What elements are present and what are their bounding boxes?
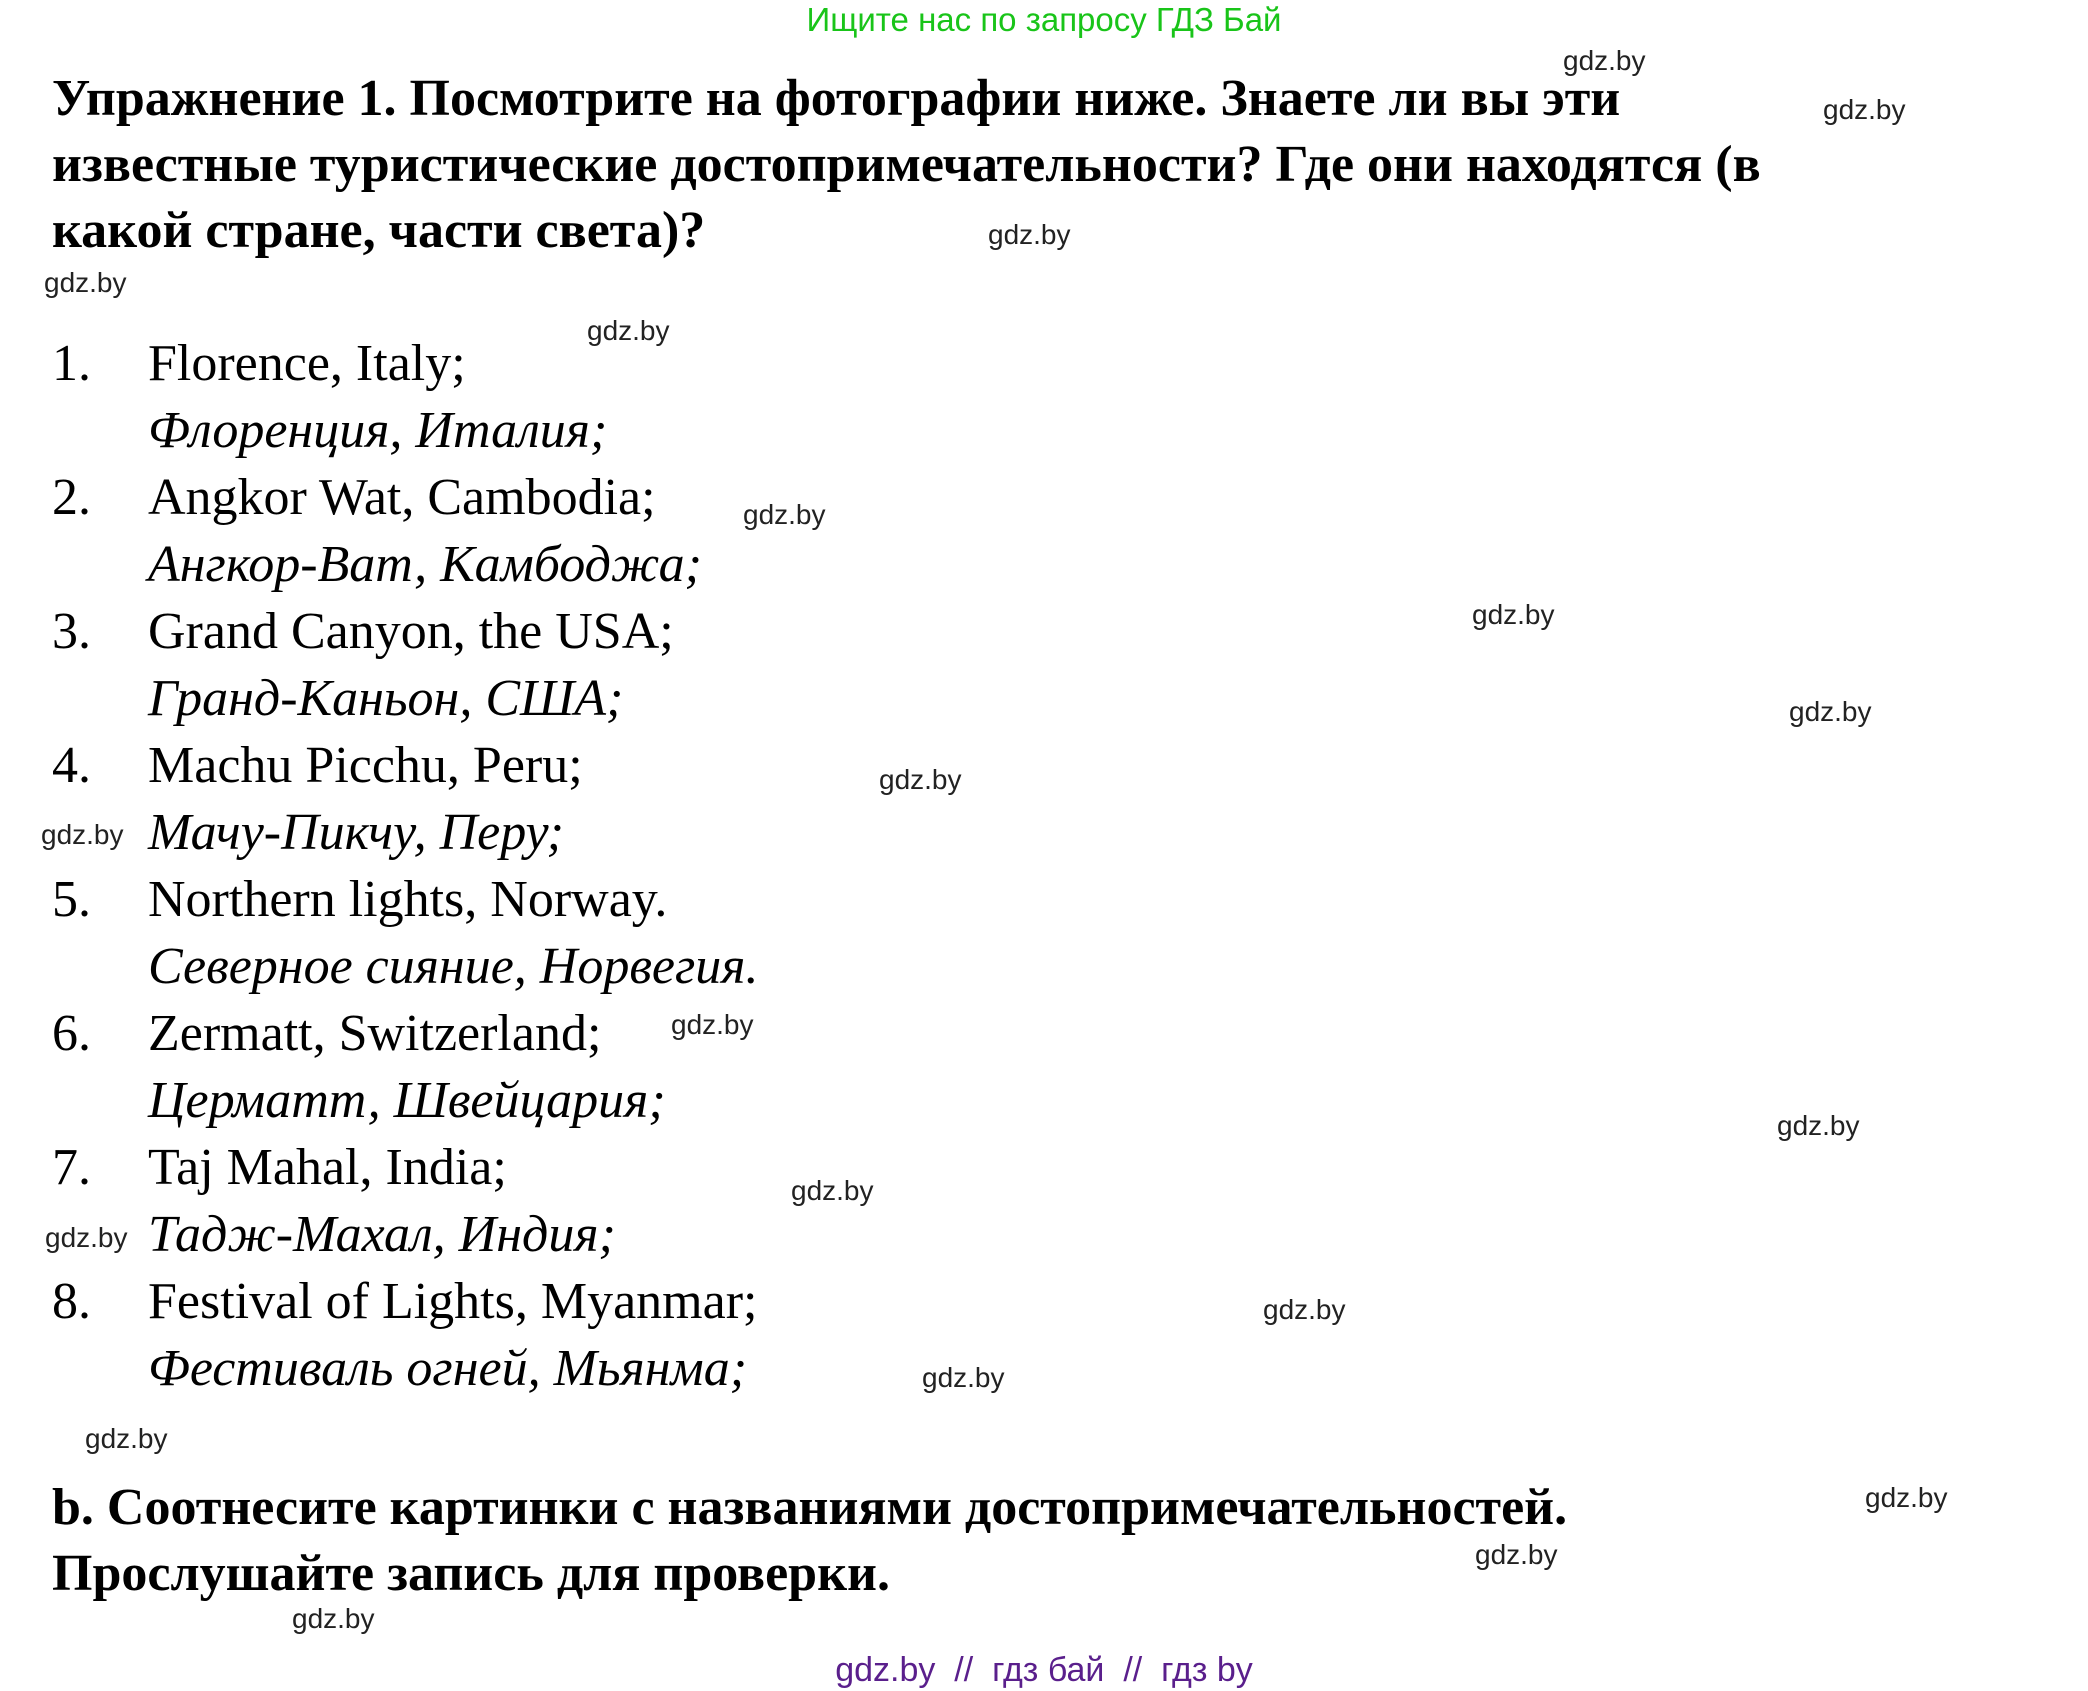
watermark: gdz.by bbox=[85, 1423, 168, 1454]
item-english: Florence, Italy; bbox=[148, 335, 466, 392]
part-b-heading-line: Прослушайте запись для проверки. bbox=[52, 1545, 891, 1602]
item-russian: Гранд-Каньон, США; bbox=[148, 670, 624, 727]
item-russian: Церматт, Швейцария; bbox=[148, 1072, 666, 1129]
item-number: 3. bbox=[52, 603, 91, 660]
item-russian: Мачу-Пикчу, Перу; bbox=[148, 804, 564, 861]
item-number: 1. bbox=[52, 335, 91, 392]
watermark: gdz.by bbox=[1865, 1482, 1948, 1513]
watermark: gdz.by bbox=[1777, 1110, 1860, 1141]
watermark: gdz.by bbox=[1475, 1539, 1558, 1570]
item-russian: Фестиваль огней, Мьянма; bbox=[148, 1340, 748, 1397]
watermark: gdz.by bbox=[1472, 599, 1555, 630]
watermark: gdz.by bbox=[44, 267, 127, 298]
item-russian: Флоренция, Италия; bbox=[148, 402, 608, 459]
watermark: gdz.by bbox=[988, 219, 1071, 250]
item-number: 2. bbox=[52, 469, 91, 526]
item-english: Taj Mahal, India; bbox=[148, 1139, 507, 1196]
item-number: 8. bbox=[52, 1273, 91, 1330]
watermark: gdz.by bbox=[1263, 1294, 1346, 1325]
item-english: Zermatt, Switzerland; bbox=[148, 1005, 602, 1062]
watermark: gdz.by bbox=[743, 499, 826, 530]
item-english: Machu Picchu, Peru; bbox=[148, 737, 583, 794]
footer: gdz.by // гдз бай // гдз by bbox=[835, 1651, 1253, 1689]
item-number: 6. bbox=[52, 1005, 91, 1062]
watermark: gdz.by bbox=[791, 1175, 874, 1206]
watermark: gdz.by bbox=[671, 1009, 754, 1040]
watermark: gdz.by bbox=[45, 1222, 128, 1253]
item-english: Northern lights, Norway. bbox=[148, 871, 668, 928]
part-b-heading-line: b. Соотнесите картинки с названиями достопримечательностей. bbox=[52, 1479, 1568, 1536]
top-banner: Ищите нас по запросу ГДЗ Бай bbox=[806, 1, 1282, 38]
item-english: Angkor Wat, Cambodia; bbox=[148, 469, 656, 526]
exercise-heading-line: какой стране, части света)? bbox=[52, 202, 706, 259]
watermark: gdz.by bbox=[1789, 696, 1872, 727]
item-russian: Северное сияние, Норвегия. bbox=[148, 938, 759, 995]
item-russian: Ангкор-Ват, Камбоджа; bbox=[148, 536, 702, 593]
watermark: gdz.by bbox=[292, 1603, 375, 1634]
watermark: gdz.by bbox=[41, 819, 124, 850]
item-number: 7. bbox=[52, 1139, 91, 1196]
watermark: gdz.by bbox=[587, 315, 670, 346]
item-english: Grand Canyon, the USA; bbox=[148, 603, 674, 660]
item-number: 5. bbox=[52, 871, 91, 928]
watermark: gdz.by bbox=[1823, 94, 1906, 125]
item-number: 4. bbox=[52, 737, 91, 794]
exercise-heading-line: известные туристические достопримечательности? Где они находятся (в bbox=[52, 136, 1761, 193]
part-b-heading bbox=[52, 1475, 2012, 1607]
watermark: gdz.by bbox=[1563, 45, 1646, 76]
item-russian: Тадж-Махал, Индия; bbox=[148, 1206, 616, 1263]
watermark: gdz.by bbox=[879, 764, 962, 795]
watermark: gdz.by bbox=[922, 1362, 1005, 1393]
exercise-heading-line: Упражнение 1. Посмотрите на фотографии ниже. Знаете ли вы эти bbox=[52, 70, 1621, 127]
item-english: Festival of Lights, Myanmar; bbox=[148, 1273, 758, 1330]
